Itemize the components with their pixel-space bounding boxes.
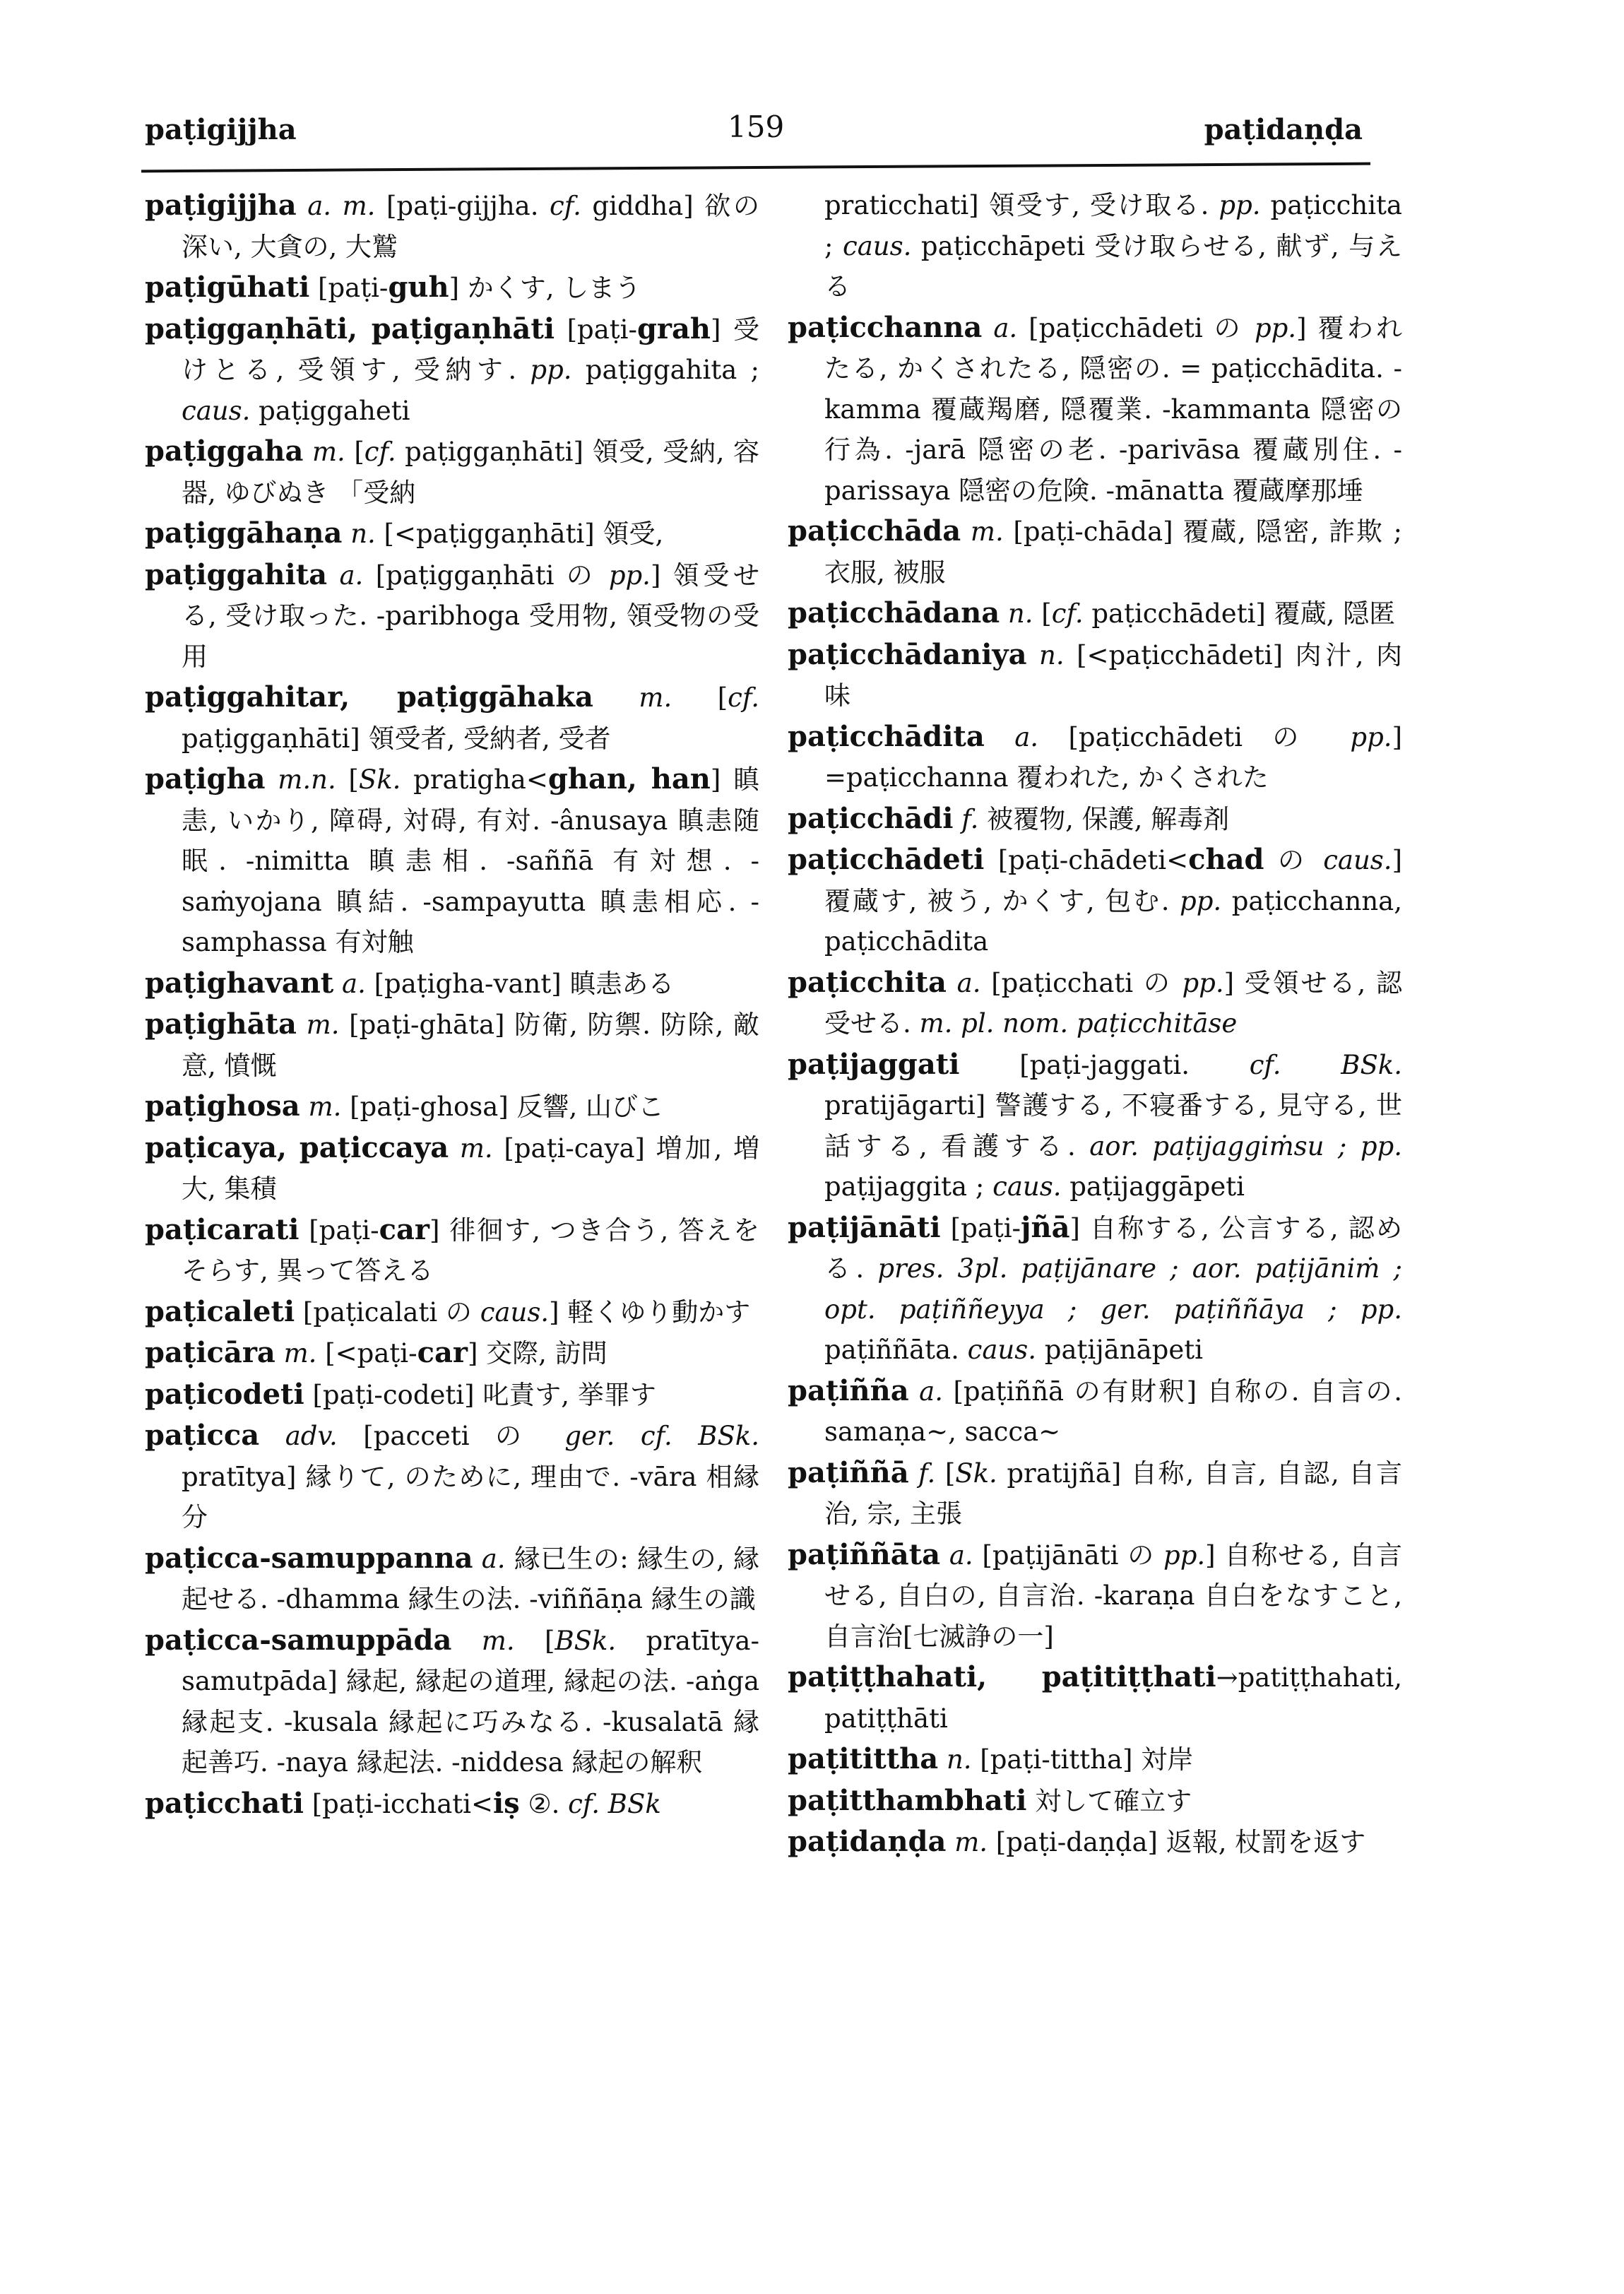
definition-text: paṭijānāpeti [1036, 1335, 1203, 1365]
definition-text [953, 804, 961, 834]
headword: paṭigijjha [145, 189, 297, 222]
dictionary-entry [788, 839, 1402, 962]
right-column [788, 185, 1402, 1863]
page-number: 159 [728, 110, 785, 144]
dictionary-entry [788, 716, 1402, 798]
definition-text: ] かくす, しまう [449, 273, 641, 303]
definition-text: ②. [519, 1788, 569, 1819]
grammar-label: caus. [182, 395, 251, 426]
definition-text: ] 瞋恚, いかり, 障碍, 対碍, 有対. -ânusaya 瞋恚随眠. -nimitta 瞋恚相. -saññā 有対想. -saṁyojana 瞋結. -sampayutta 瞋恚相応. -samphassa 有対触 [182, 764, 759, 957]
dictionary-entry [145, 1538, 759, 1620]
grammar-label: a. [956, 967, 981, 998]
definition-text [297, 191, 308, 221]
definition-text: [ [1033, 598, 1052, 629]
headword: paṭicchādana [788, 596, 1000, 629]
definition-text: [paṭicchādeti の [1017, 312, 1255, 343]
definition-text: [paṭi-ghosa] 反響, 山びこ [341, 1092, 665, 1122]
definition-text [946, 1827, 954, 1857]
dictionary-entry [788, 798, 1402, 840]
grammar-label: cf. BSk. [1249, 1049, 1402, 1080]
headword: paṭicchita [788, 965, 947, 999]
headword: paṭicāra [145, 1336, 275, 1369]
grammar-label: BSk. [555, 1625, 617, 1656]
definition-text: praticchati] 領受す, 受け取る. [824, 190, 1219, 220]
definition-text: [paṭicchādeti の [1038, 721, 1351, 752]
grammar-label: pp. [1350, 721, 1392, 752]
definition-text: ] 軽くゆり動かす [549, 1296, 751, 1328]
definition-text [1027, 640, 1039, 670]
definition-text: [paṭi-chāda] 覆蔵, 隠密, 詐欺 ; 衣服, 被服 [824, 516, 1402, 588]
headword: paṭicodeti [145, 1377, 304, 1411]
grammar-label: pp. [1182, 967, 1224, 998]
definition-text: [paṭi- [555, 314, 637, 345]
headword: paṭijaggati [788, 1047, 960, 1081]
headword: paṭicarati [145, 1212, 300, 1246]
definition-text [473, 1544, 482, 1574]
headword: paṭicaya, paṭiccaya [145, 1130, 449, 1164]
definition-text [940, 1540, 949, 1571]
definition-text: paṭijaggāpeti [1061, 1171, 1245, 1202]
definition-text: [ [514, 1625, 555, 1656]
dictionary-entry [788, 962, 1402, 1044]
dictionary-entry [145, 1332, 759, 1374]
definition-text: 被覆物, 保護, 解毒剤 [978, 803, 1230, 834]
definition-text: [paṭicalati の [295, 1296, 480, 1328]
root-word: chad [1188, 843, 1264, 876]
headword: paṭigha [145, 762, 266, 796]
definition-text: pratītya-samutpāda] 縁起, 縁起の道理, 縁起の法. -aṅga 縁起支. -kusala 縁起に巧みなる. -kusalatā 縁起善巧. -naya 縁起法. -niddesa 縁起の解釈 [182, 1625, 759, 1778]
entry-continuation [788, 185, 1402, 307]
grammar-label: pp. [1219, 190, 1261, 220]
dictionary-entry [145, 759, 759, 963]
definition-text [303, 437, 312, 467]
grammar-label: cf. [364, 437, 396, 467]
root-word: ghan, han [547, 762, 711, 796]
grammar-label: m. [639, 682, 672, 713]
definition-text [451, 1626, 481, 1656]
definition-text [342, 519, 350, 549]
grammar-label: m. pl. nom. paṭicchitāse [919, 1008, 1238, 1039]
dictionary-entry [788, 1535, 1402, 1657]
grammar-label: a. [949, 1539, 973, 1571]
dictionary-entry [788, 1739, 1402, 1780]
definition-text [1346, 1131, 1360, 1161]
definition-text: [pacceti の [337, 1421, 565, 1451]
definition-text: paṭiggaṇhāti] 領受, 受納, 容器, ゆびぬき 「受納 [182, 437, 760, 508]
definition-text: [ [336, 764, 359, 795]
dictionary-entry [145, 1291, 759, 1333]
definition-text: paṭiññāta. [824, 1335, 968, 1365]
grammar-label: a. [342, 968, 366, 999]
left-guide-word: paṭigijjha [145, 113, 297, 146]
grammar-label: a. [481, 1543, 506, 1574]
headword: paṭicchādeti [788, 843, 985, 876]
definition-text: paṭicchādeti] 覆蔵, 隠匿 [1083, 598, 1396, 629]
grammar-label: m.n. [278, 764, 336, 795]
root-word: guh [388, 271, 449, 304]
dictionary-entry [145, 1128, 759, 1210]
definition-text [985, 722, 1014, 752]
grammar-label: a. [919, 1376, 943, 1407]
definition-text: の [1264, 845, 1324, 875]
definition-text [275, 1338, 284, 1368]
definition-text: paṭiggaṇhāti] 領受者, 受納者, 受者 [182, 723, 611, 754]
definition-text: [paṭi-ghāta] 防衛, 防禦. 防除, 敵意, 憤慨 [182, 1010, 759, 1081]
dictionary-entry [788, 1207, 1402, 1371]
headword: paṭiggaha [145, 434, 304, 468]
headword: paṭicca [145, 1419, 260, 1452]
definition-text [938, 1744, 947, 1775]
dictionary-entry [145, 1374, 759, 1416]
dictionary-entry [145, 1004, 759, 1086]
dictionary-entry [788, 511, 1402, 593]
dictionary-entry [145, 267, 759, 309]
grammar-label: f. [918, 1458, 936, 1489]
definition-text: paṭijaggita ; [824, 1171, 993, 1202]
headword: paṭigūhati [145, 271, 310, 304]
headword: paṭiggahitar, paṭiggāhaka [145, 680, 593, 714]
definition-text: [paṭi-chādeti< [984, 845, 1189, 875]
grammar-label: cf. [1051, 598, 1084, 629]
definition-text: pratijāgarti] 警護する, 不寝番する, 見守る, 世話する, 看護する. [824, 1090, 1402, 1161]
grammar-label: pp. [608, 560, 651, 591]
root-word: car [417, 1336, 468, 1369]
definition-text: [paṭiggaṇhāti の [363, 560, 609, 591]
grammar-label: cf. [728, 682, 759, 713]
dictionary-entry [145, 431, 759, 513]
definition-text: [paṭi-codeti] 叱責す, 挙罪す [304, 1379, 656, 1410]
grammar-label: m. [312, 437, 345, 467]
dictionary-entry [788, 1657, 1402, 1739]
grammar-label: caus. [480, 1296, 550, 1328]
definition-text [947, 968, 957, 998]
dictionary-entry [788, 1821, 1402, 1863]
headword: paṭicchādi [788, 801, 954, 835]
definition-text: [paṭi- [940, 1212, 1021, 1243]
definition-text [266, 764, 278, 795]
headword: paṭicchādaniya [788, 637, 1027, 671]
dictionary-entry [145, 309, 759, 432]
definition-text [259, 1421, 285, 1451]
grammar-label: m. [459, 1133, 493, 1164]
definition-text: paṭicchāpeti 受け取らせる, 献ず, 与える [824, 230, 1402, 302]
dictionary-entry [788, 634, 1402, 716]
definition-text [449, 1133, 460, 1164]
headword: paṭighosa [145, 1089, 300, 1123]
dictionary-entry [145, 513, 759, 555]
grammar-label: pp. [530, 355, 572, 385]
headword: paṭiññāta [788, 1537, 941, 1571]
definition-text [333, 969, 342, 999]
grammar-label: n. [1039, 639, 1065, 670]
dictionary-entry [788, 1780, 1402, 1822]
root-word: car [379, 1212, 429, 1246]
definition-text: ] 自称せる, 自言せる, 自白の, 自言治. -karaṇa 自白をなすこと, 自言治[七滅諍の一] [824, 1539, 1402, 1652]
grammar-label: a. [339, 560, 364, 591]
headword: paṭicchanna [788, 310, 983, 344]
dictionary-entry [145, 1086, 759, 1128]
header-rule [141, 162, 1370, 173]
grammar-label: pres. 3pl. paṭijānare ; aor. paṭijāniṁ ; opt. paṭiññeyya ; ger. paṭiññāya ; pp. [824, 1253, 1402, 1325]
definition-text: ] 受けとる, 受領す, 受納す. [182, 314, 759, 385]
definition-text: paṭiggahita ; [571, 355, 759, 385]
definition-text: ] 覆蔵す, 被う, かくす, 包む. [824, 845, 1402, 916]
grammar-label: cf. [550, 191, 581, 221]
headword: paṭicca-samuppāda [145, 1623, 452, 1657]
definition-text: [paṭi- [299, 1214, 379, 1246]
definition-text: [ [345, 437, 364, 467]
definition-text: 対して確立す [1026, 1785, 1192, 1816]
headword: paṭiggāhaṇa [145, 516, 343, 550]
definition-text [909, 1376, 920, 1407]
headword: paṭicchāda [788, 514, 961, 548]
definition-text: [paṭi- [309, 273, 389, 303]
definition-text [327, 560, 339, 591]
grammar-label: n. [1007, 598, 1033, 629]
definition-text [961, 516, 971, 547]
definition-text [1000, 598, 1008, 629]
dictionary-entry [145, 677, 759, 759]
grammar-label: ger. cf. BSk. [564, 1421, 759, 1451]
grammar-label: m. [970, 516, 1004, 547]
definition-text [297, 1010, 307, 1040]
grammar-label: m. [954, 1827, 988, 1857]
grammar-label: n. [350, 519, 376, 549]
dictionary-entry [145, 963, 759, 1005]
dictionary-entry [145, 1210, 759, 1291]
headword: paṭicaleti [145, 1294, 295, 1328]
definition-text [300, 1092, 309, 1122]
left-column [145, 185, 759, 1824]
definition-text: [paṭijānāti の [973, 1539, 1164, 1571]
definition-text: ] 自称する, 公言する, 認める. [824, 1212, 1402, 1284]
grammar-label: n. [946, 1744, 972, 1775]
headword: paṭiñña [788, 1373, 909, 1407]
definition-text: 縁已生の: 縁生の, 縁起せる. -dhamma 縁生の法. -viññāṇa 縁生の識 [182, 1543, 759, 1614]
dictionary-entry [145, 1783, 759, 1825]
definition-text: paṭicchita ; [824, 190, 1402, 261]
headword: paṭitittha [788, 1742, 939, 1775]
dictionary-entry [145, 1415, 759, 1538]
grammar-label: m. [308, 1092, 342, 1122]
grammar-label: f. [961, 803, 979, 834]
definition-text [982, 313, 993, 343]
definition-text: ] 覆われたる, かくされたる, 隠密の. = paṭicchādita. -kamma 覆蔵羯磨, 隠覆業. -kammanta 隠密の行為. -jarā 隠密の老. -parivāsa 覆蔵別住. -parissaya 隠密の危険. -mānatta 覆蔵摩那埵 [824, 312, 1402, 506]
dictionary-entry [788, 1453, 1402, 1535]
headword: paṭiggahita [145, 557, 328, 591]
definition-text: [paṭi-gijjha. [375, 191, 550, 221]
grammar-label: caus. [967, 1335, 1036, 1365]
headword: paṭicchati [145, 1786, 304, 1820]
grammar-label: a. [1014, 721, 1039, 752]
headword: paṭighavant [145, 966, 334, 1000]
definition-text: ] 交際, 訪問 [467, 1338, 607, 1368]
grammar-label: pp. [1180, 885, 1222, 916]
definition-text: [paṭi-caya] 増加, 増大, 集積 [182, 1133, 759, 1204]
definition-text: giddha] 欲の深い, 大貪の, 大鷲 [182, 191, 759, 262]
definition-text: →patiṭṭhahati, patiṭṭhāti [824, 1662, 1402, 1734]
right-guide-word: paṭidaṇḍa [1204, 113, 1363, 146]
headword: paṭitthambhati [788, 1783, 1027, 1817]
headword: paṭicchādita [788, 719, 985, 753]
grammar-label: aor. paṭijaggiṁsu ; [1089, 1130, 1347, 1161]
grammar-label: pp. [1163, 1539, 1206, 1571]
definition-text: pratigha< [401, 764, 548, 795]
definition-text: [<paṭi- [316, 1338, 417, 1368]
dictionary-entry [788, 307, 1402, 512]
definition-text [593, 682, 639, 713]
grammar-label: a. m. [307, 191, 376, 221]
root-word: jñā [1021, 1210, 1070, 1244]
definition-text: [paṭigha-vant] 瞋恚ある [365, 968, 675, 999]
definition-text: [ [935, 1458, 956, 1489]
definition-text: paṭicchanna, paṭicchādita [824, 885, 1402, 957]
definition-text: [paṭi-jaggati. [959, 1049, 1250, 1080]
grammar-label: pp. [1360, 1130, 1402, 1161]
definition-text: [<paṭiggaṇhāti] 領受, [375, 519, 664, 549]
definition-text: [paṭi-tittha] 対岸 [971, 1744, 1194, 1775]
definition-text: paṭiggaheti [250, 395, 410, 426]
grammar-label: a. [993, 312, 1018, 343]
dictionary-entry [788, 593, 1402, 634]
dictionary-entry [145, 555, 759, 678]
grammar-label: Sk. [358, 764, 401, 795]
headword: paṭidaṇḍa [788, 1825, 947, 1858]
grammar-label: Sk. [955, 1458, 997, 1489]
grammar-label: m. [283, 1338, 317, 1368]
definition-text: ] 受領せる, 認受せる. [824, 967, 1403, 1039]
definition-text: ] 徘徊す, つき合う, 答えをそらす, 異って答える [182, 1214, 759, 1286]
grammar-label: m. [481, 1625, 515, 1656]
definition-text: [paṭi-icchati< [303, 1788, 493, 1819]
grammar-label: caus. [1323, 845, 1392, 875]
grammar-label: adv. [285, 1421, 338, 1451]
definition-text: ] 領受せる, 受け取った. -paribhoga 受用物, 領受物の受用 [182, 560, 760, 672]
definition-text: pratītya] 縁りて, のために, 理由で. -vāra 相縁分 [182, 1461, 759, 1532]
grammar-label: pp. [1254, 312, 1297, 343]
definition-text: pratijñā] 自称, 自言, 自認, 自言治, 宗, 主張 [824, 1458, 1402, 1529]
definition-text: [paṭiññā の有財釈] 自称の. 自言の. samaṇa~, sacca~ [824, 1376, 1402, 1447]
grammar-label: caus. [843, 230, 912, 261]
root-word: grah [636, 312, 711, 345]
definition-text: [paṭi-daṇḍa] 返報, 杖罰を返す [988, 1827, 1366, 1857]
definition-text: ] =paṭicchanna 覆われた, かくされた [824, 721, 1402, 793]
dictionary-entry [145, 185, 759, 267]
definition-text: [paṭicchati の [980, 967, 1183, 998]
dictionary-entry [788, 1044, 1402, 1207]
headword: paṭicca-samuppanna [145, 1541, 473, 1575]
headword: paṭiṭṭhahati, paṭitiṭṭhati [788, 1660, 1216, 1693]
dictionary-entry [145, 1620, 759, 1783]
definition-text [909, 1458, 919, 1489]
headword: paṭijānāti [788, 1210, 941, 1244]
definition-text: [<paṭicchādeti] 肉汁, 肉味 [824, 639, 1403, 711]
grammar-label: m. [306, 1010, 340, 1040]
root-word: iṣ [492, 1786, 520, 1820]
headword: paṭiññā [788, 1455, 909, 1489]
headword: paṭighāta [145, 1007, 297, 1041]
grammar-label: caus. [992, 1171, 1062, 1202]
dictionary-entry [788, 1371, 1402, 1453]
headword: paṭiggaṇhāti, paṭigaṇhāti [145, 312, 555, 345]
grammar-label: cf. BSk [568, 1788, 661, 1819]
definition-text: [ [672, 682, 728, 713]
